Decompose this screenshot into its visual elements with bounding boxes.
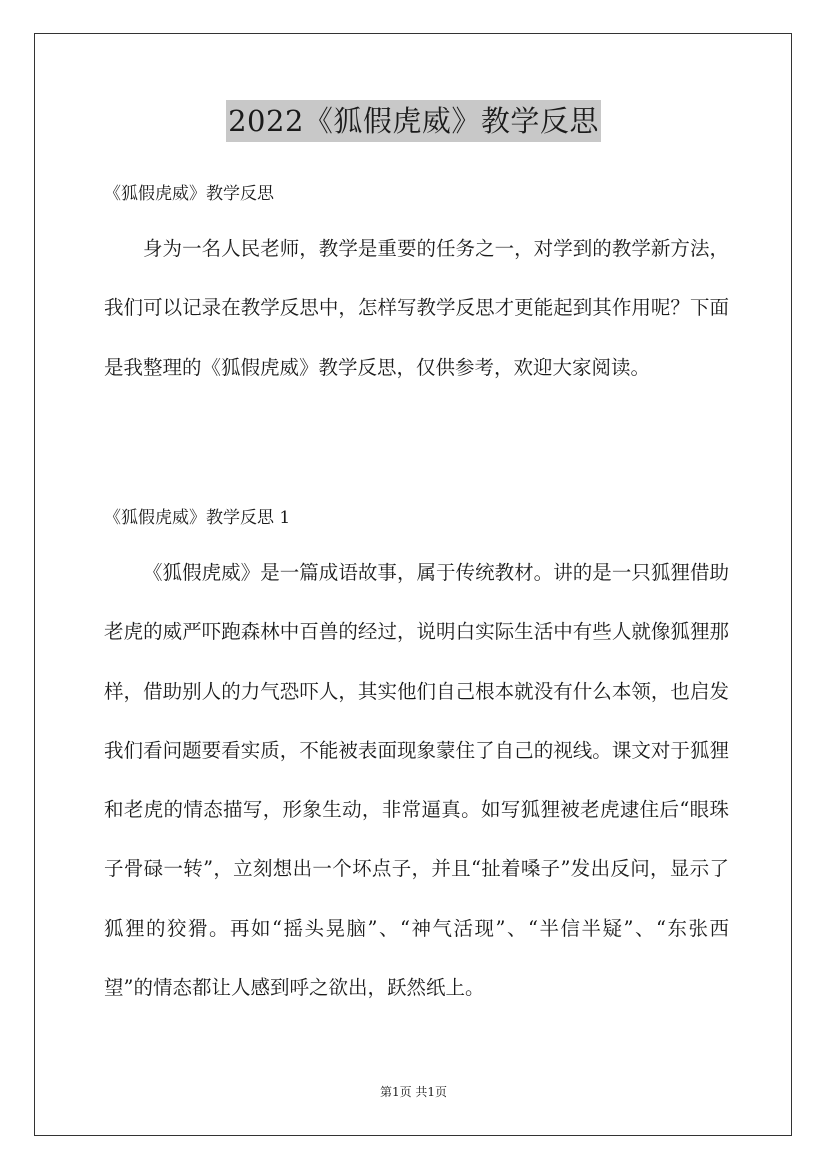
section-1-heading: 《狐假虎威》教学反思 1 (104, 508, 291, 528)
intro-heading: 《狐假虎威》教学反思 (104, 184, 274, 204)
document-title: 2022《狐假虎威》教学反思 (226, 100, 601, 142)
section-1-paragraph: 《狐假虎威》是一篇成语故事，属于传统教材。讲的是一只狐狸借助老虎的威严吓跑森林中百兽的经过，说明白实际生活中有些人就像狐狸那样，借助别人的力气恐吓人，其实他们自己根本就没有什么本领，也启发我们看问题要看实质，不能被表面现象蒙住了自己的视线。课文对于狐狸和老虎的情态描写，形象生动，非常逼真。如写狐狸被老虎逮住后“眼珠子骨碌一转”，立刻想出一个坏点子，并且“扯着嗓子”发出反问，显示了狐狸的狡猾。再如“摇头晃脑”、“神气活现”、“半信半疑”、“东张西望”的情态都让人感到呼之欲出，跃然纸上。 (104, 561, 729, 1000)
intro-paragraph: 身为一名人民老师，教学是重要的任务之一，对学到的教学新方法，我们可以记录在教学反思中，怎样写教学反思才更能起到其作用呢？下面是我整理的《狐假虎威》教学反思，仅供参考，欢迎大家阅读。 (104, 237, 729, 379)
title-container (0, 100, 827, 142)
page-footer: 第1页 共1页 (379, 1085, 448, 1099)
